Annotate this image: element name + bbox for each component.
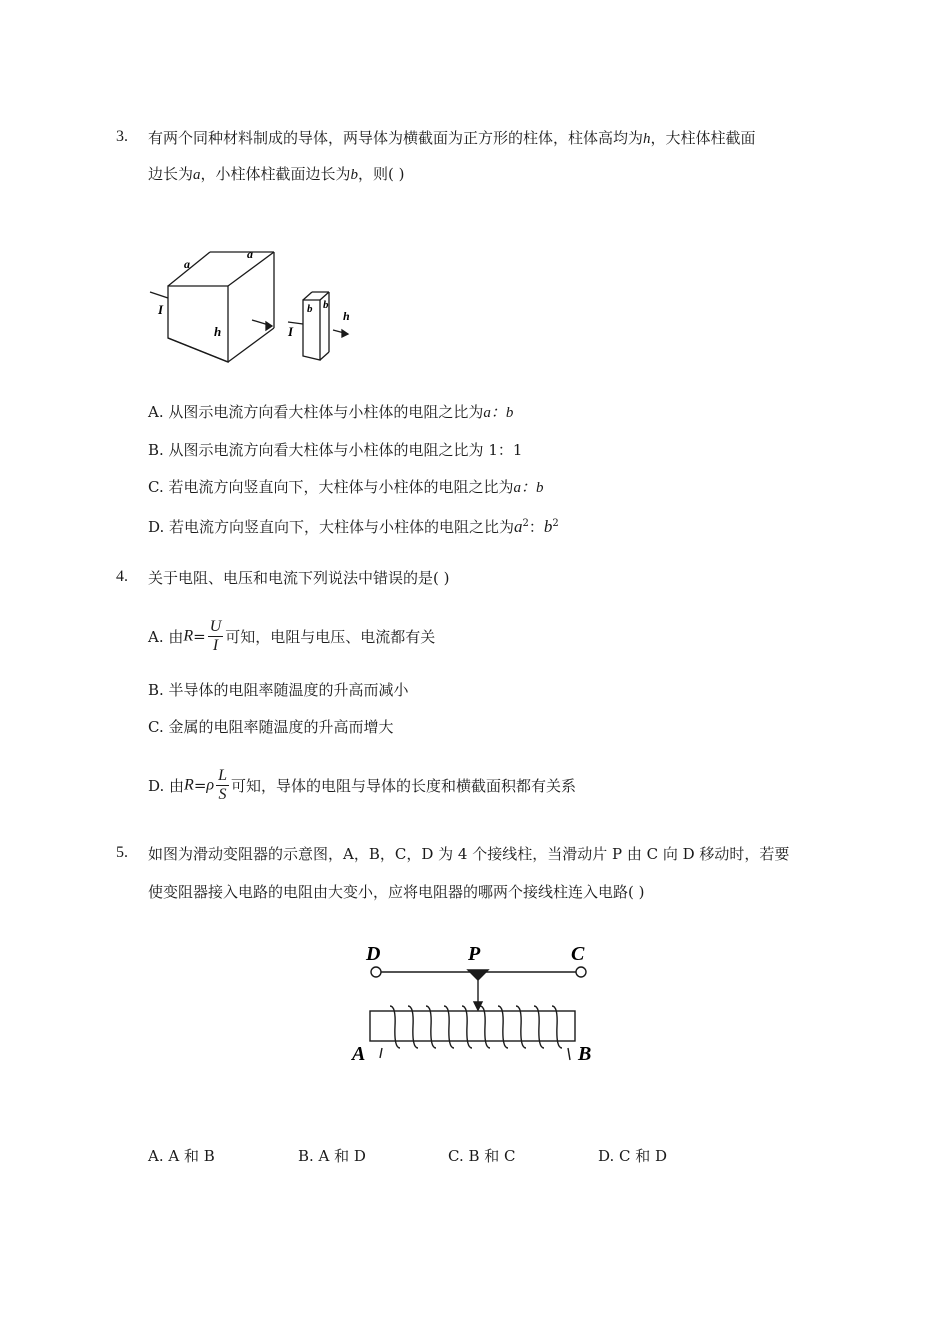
- q4-option-a-den: I: [212, 637, 219, 654]
- q5-stem-line2: 使变阻器接入电路的电阻由大变小，应将电阻器的哪两个接线柱连入电路( ): [148, 883, 645, 901]
- q5-rheostat-figure: [350, 936, 600, 1072]
- q3-stem-text2a: 边长为: [148, 165, 194, 183]
- q4-option-a-post: 可知，电阻与电压、电流都有关: [225, 628, 436, 646]
- q3-option-d-exp-b: 2: [552, 518, 559, 529]
- q3-stem-line2: [148, 164, 405, 185]
- q4-option-a-eq: =: [193, 627, 206, 646]
- q4-option-c: C. 金属的电阻率随温度的升高而增大: [148, 718, 394, 736]
- q3-option-a-ratio: a：b: [483, 405, 514, 421]
- q3-cuboid-figure: [140, 238, 370, 368]
- q3-option-d-text: D. 若电流方向竖直向下，大柱体与小柱体的电阻之比为: [148, 518, 515, 536]
- q4-option-d-pre: D. 由: [148, 777, 185, 795]
- q3-label-b2: b: [323, 299, 329, 311]
- q4-option-a: [148, 618, 435, 655]
- q3-option-d: [148, 514, 559, 537]
- q3-var-a: a: [193, 167, 201, 183]
- q3-option-c-text: C. 若电流方向竖直向下，大柱体与小柱体的电阻之比为: [148, 478, 514, 496]
- q4-option-a-r: R: [183, 627, 194, 645]
- q5-option-a: A. A 和 B: [148, 1147, 215, 1165]
- q5-label-a: A: [352, 1043, 366, 1065]
- q3-option-a: [148, 402, 513, 423]
- q3-label-a1: a: [184, 257, 190, 271]
- q3-var-h: h: [643, 131, 651, 147]
- q3-option-b: B. 从图示电流方向看大柱体与小柱体的电阻之比为 1：1: [148, 441, 523, 459]
- q4-option-d-eq: =: [193, 776, 207, 795]
- q3-stem-text-b: ，大柱体柱截面: [650, 129, 756, 147]
- q4-option-d-rho: ρ: [206, 776, 215, 794]
- q4-option-a-fraction: [208, 618, 224, 655]
- q3-number: 3.: [116, 128, 128, 145]
- q5-option-c: C. B 和 C: [448, 1147, 516, 1165]
- q5-label-d: D: [366, 943, 381, 965]
- q4-option-d-post: 可知，导体的电阻与导体的长度和横截面积都有关系: [230, 777, 576, 795]
- q3-stem-text: 有两个同种材料制成的导体，两导体为横截面为正方形的柱体，柱体高均为: [148, 129, 644, 147]
- q3-option-d-exp-a: 2: [522, 518, 529, 529]
- q4-option-d-fraction: [216, 767, 229, 804]
- q5-stem-line1: 如图为滑动变阻器的示意图，A，B，C，D 为 4 个接线柱，当滑动片 P 由 C 向 D 移动时，若要: [148, 845, 790, 863]
- q5-label-p: P: [468, 943, 481, 965]
- q4-option-b: B. 半导体的电阻率随温度的升高而减小: [148, 681, 409, 699]
- q3-label-b1: b: [307, 303, 313, 315]
- q3-label-h1: h: [214, 324, 222, 339]
- q4-option-d-r: R: [184, 776, 194, 794]
- q5-label-c: C: [571, 943, 585, 965]
- q3-option-c: [148, 477, 544, 498]
- q3-label-I1: I: [158, 302, 164, 317]
- q4-option-d: [148, 767, 576, 804]
- q5-option-d: D. C 和 D: [598, 1147, 668, 1165]
- q3-option-a-text: A. 从图示电流方向看大柱体与小柱体的电阻之比为: [148, 403, 484, 421]
- q4-stem: 关于电阻、电压和电流下列说法中错误的是( ): [148, 569, 450, 587]
- q3-label-a2: a: [247, 247, 253, 261]
- q3-option-d-b: b: [543, 517, 553, 536]
- q3-label-I2: I: [288, 324, 294, 339]
- q3-label-h2: h: [343, 309, 350, 323]
- q5-option-b: B. A 和 D: [298, 1147, 366, 1165]
- q5-number: 5.: [116, 844, 128, 861]
- q4-number: 4.: [116, 568, 128, 585]
- q5-label-b: B: [578, 1043, 592, 1065]
- q3-stem-text2b: ，小柱体柱截面边长为: [200, 165, 351, 183]
- q4-option-d-num: L: [218, 767, 227, 784]
- q4-option-a-pre: A. 由: [148, 628, 184, 646]
- q3-option-d-a: a: [514, 517, 523, 536]
- q4-option-d-den: S: [218, 786, 227, 803]
- q3-option-c-ratio: a：b: [513, 480, 544, 496]
- q3-stem-line1: [148, 128, 756, 149]
- q4-option-a-num: U: [209, 618, 222, 635]
- q3-var-b: b: [350, 167, 359, 183]
- q3-stem-text2c: ，则( ): [358, 165, 405, 183]
- q3-option-d-sep: ：: [528, 518, 544, 536]
